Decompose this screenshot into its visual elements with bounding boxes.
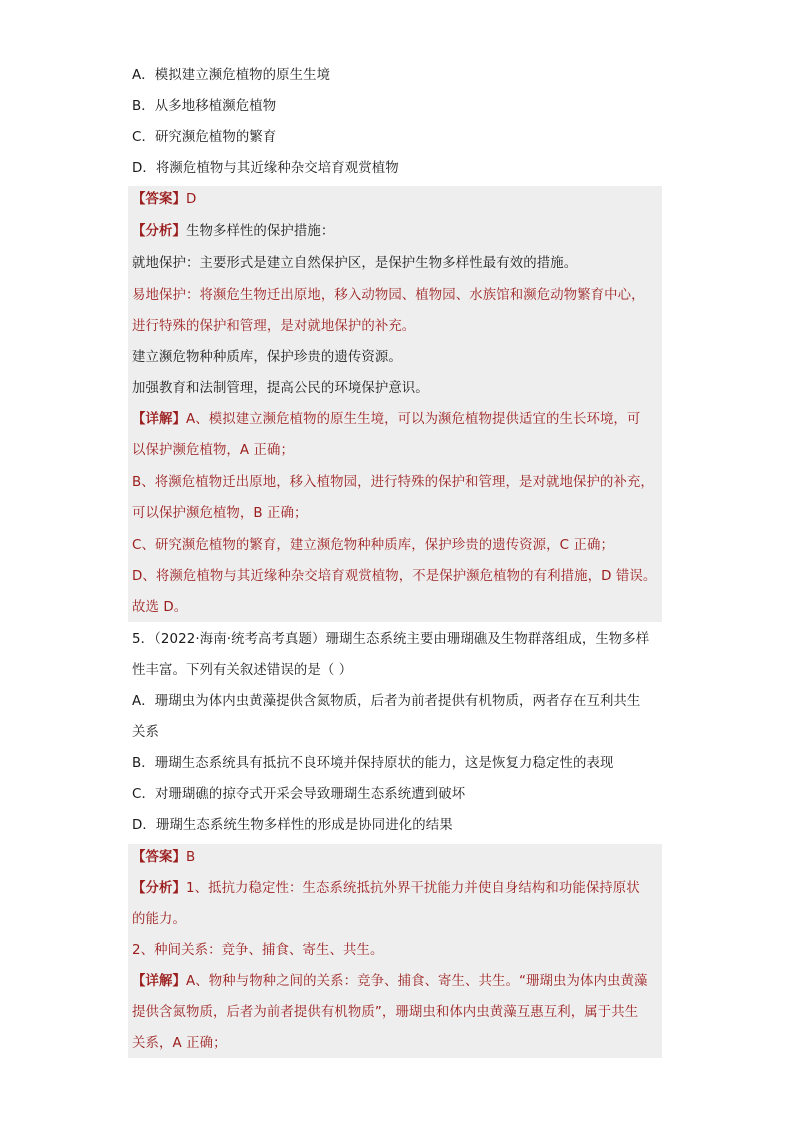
- answer-tag: 【答案】: [132, 850, 186, 865]
- detail-text-line: 关系，A 正确；: [132, 1036, 227, 1051]
- detail-line: [132, 972, 662, 992]
- detail-text-line: D、将濒危植物与其近缘种杂交培育观赏植物，不是保护濒危植物的有利措施，D 错误。: [132, 569, 657, 584]
- question-stem: 性丰富。下列有关叙述错误的是（ ）: [132, 663, 353, 678]
- analysis-text-line: 2、种间关系：竞争、捕食、寄生、共生。: [132, 943, 384, 958]
- analysis-text-line: 加强教育和法制管理，提高公民的环境保护意识。: [132, 381, 429, 396]
- analysis-text-line: 进行特殊的保护和管理，是对就地保护的补充。: [132, 319, 416, 334]
- answer-block-shading-q4: [128, 186, 662, 622]
- detail-first-text: A、物种与物种之间的关系：竞争、捕食、寄生、共生。“珊瑚虫为体内虫黄藻: [185, 974, 648, 989]
- analysis-text-line: 就地保护：主要形式是建立自然保护区，是保护生物多样性最有效的措施。: [132, 256, 578, 271]
- detail-text-line: 提供含氮物质，后者为前者提供有机物质”，珊瑚虫和体内虫黄藻互惠互利，属于共生: [132, 1005, 639, 1020]
- detail-tag: 【详解】: [132, 974, 186, 989]
- option-c: C．研究濒危植物的繁育: [132, 130, 277, 145]
- option-a: A．珊瑚虫为体内虫黄藻提供含氮物质，后者为前者提供有机物质，两者存在互利共生: [132, 694, 641, 709]
- option-c: C．对珊瑚礁的掠夺式开采会导致珊瑚生态系统遭到破坏: [132, 787, 466, 802]
- detail-tag: 【详解】: [132, 412, 186, 427]
- detail-first-text: A、模拟建立濒危植物的原生生境，可以为濒危植物提供适宜的生长环境，可: [185, 412, 641, 427]
- analysis-first-text: 1、抵抗力稳定性：生态系统抵抗外界干扰能力并使自身结构和功能保持原状: [185, 881, 640, 896]
- analysis-text-line: 的能力。: [132, 912, 186, 927]
- detail-text-line: B、将濒危植物迁出原地，移入植物园，进行特殊的保护和管理，是对就地保护的补充，: [132, 475, 654, 490]
- option-a: A．模拟建立濒危植物的原生生境: [132, 68, 331, 83]
- answer-tag: 【答案】: [132, 192, 186, 207]
- question-stem: 5．（2022·海南·统考高考真题）珊瑚生态系统主要由珊瑚礁及生物群落组成，生物多样: [132, 632, 650, 647]
- analysis-text-line: 建立濒危物种种质库，保护珍贵的遗传资源。: [132, 350, 402, 365]
- analysis-line: [132, 879, 662, 899]
- analysis-first-text: 生物多样性的保护措施：: [185, 224, 335, 239]
- answer-line: [132, 848, 662, 868]
- detail-text-line: 故选 D。: [132, 600, 188, 615]
- answer-value: B: [185, 850, 196, 865]
- analysis-text-line: 易地保护：将濒危生物迁出原地，移入动物园、植物园、水族馆和濒危动物繁育中心，: [132, 288, 645, 303]
- analysis-tag: 【分析】: [132, 224, 186, 239]
- option-b: B．从多地移植濒危植物: [132, 99, 277, 114]
- option-b: B．珊瑚生态系统具有抵抗不良环境并保持原状的能力，这是恢复力稳定性的表现: [132, 756, 614, 771]
- detail-text-line: C、研究濒危植物的繁育，建立濒危物种种质库，保护珍贵的遗传资源，C 正确；: [132, 538, 614, 553]
- option-a-continued: 关系: [132, 725, 159, 740]
- detail-line: [132, 410, 662, 430]
- analysis-line: [132, 222, 662, 242]
- analysis-tag: 【分析】: [132, 881, 186, 896]
- detail-text-line: 可以保护濒危植物，B 正确；: [132, 506, 308, 521]
- option-d: D．珊瑚生态系统生物多样性的形成是协同进化的结果: [132, 818, 453, 833]
- detail-text-line: 以保护濒危植物，A 正确；: [132, 443, 295, 458]
- answer-value: D: [185, 192, 197, 207]
- option-d: D．将濒危植物与其近缘种杂交培育观赏植物: [132, 161, 399, 176]
- answer-line: [132, 190, 662, 210]
